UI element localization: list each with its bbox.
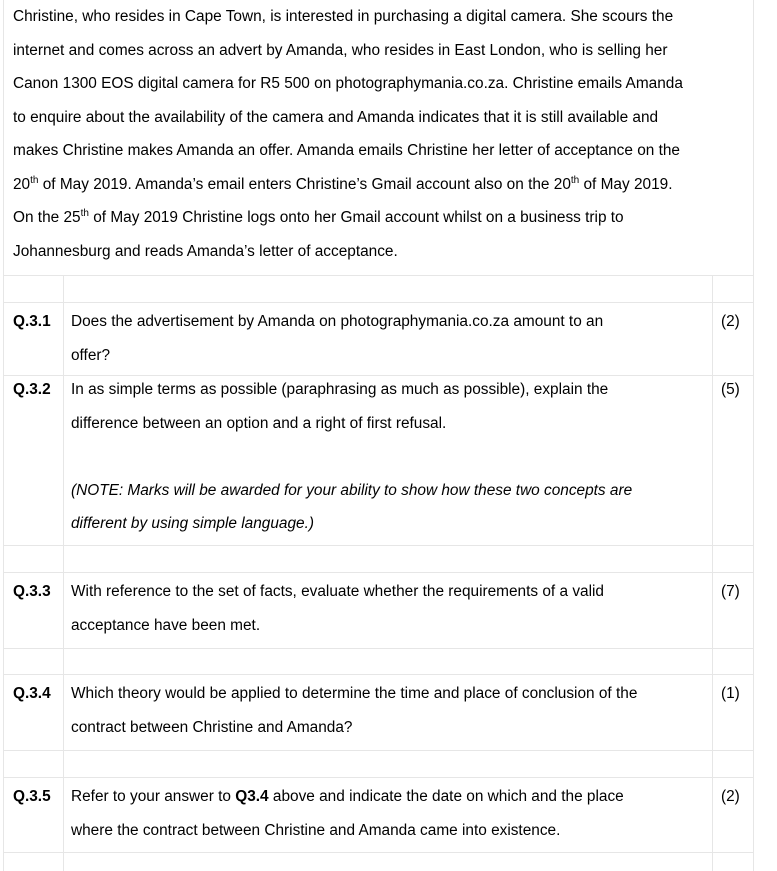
blank-line: [71, 440, 711, 474]
row-divider: [3, 648, 754, 649]
row-divider: [3, 572, 754, 573]
question-number: Q.3.1: [13, 313, 51, 330]
question-number: Q.3.4: [13, 685, 51, 702]
question-line: Does the advertisement by Amanda on photographymania.co.za amount to an: [71, 313, 604, 330]
row-divider: [3, 275, 754, 276]
question-line: difference between an option and a right of first refusal.: [71, 414, 447, 432]
case-facts-passage: [13, 0, 761, 268]
question-line: Which theory would be applied to determine the time and place of conclusion of the: [71, 685, 638, 702]
passage-text: of May 2019. Amanda’s email enters Christine’s Gmail account also on the 20: [38, 175, 571, 193]
passage-line: makes Christine makes Amanda an offer. Amanda emails Christine her letter of acceptance on the: [13, 142, 680, 159]
question-line: With reference to the set of facts, evaluate whether the requirements of a valid: [71, 583, 604, 600]
question-text: [71, 575, 711, 642]
question-number: Q.3.5: [13, 788, 51, 805]
question-marks: (1): [721, 685, 740, 702]
row-divider: [3, 302, 754, 303]
question-text-part: Refer to your answer to: [71, 788, 236, 805]
passage-text: 20: [13, 175, 31, 193]
question-line: where the contract between Christine and Amanda came into existence.: [71, 821, 561, 839]
ordinal-suffix: th: [570, 174, 580, 186]
question-line: acceptance have been met.: [71, 616, 261, 634]
table-border-left: [3, 0, 4, 871]
row-divider: [3, 674, 754, 675]
question-note: different by using simple language.): [71, 515, 314, 532]
question-text: [71, 373, 711, 541]
passage-line: [13, 168, 761, 202]
ordinal-suffix: th: [30, 174, 39, 186]
passage-line: Christine, who resides in Cape Town, is interested in purchasing a digital camera. She scours the: [13, 8, 674, 25]
column-divider-marks: [712, 276, 713, 871]
question-marks: (7): [721, 583, 740, 600]
question-line: offer?: [71, 346, 111, 364]
question-number: Q.3.2: [13, 381, 51, 398]
question-text: [71, 780, 711, 847]
ordinal-suffix: th: [80, 208, 89, 219]
question-text: [71, 305, 711, 372]
passage-text: On the 25: [13, 209, 81, 226]
passage-text: of May 2019 Christine logs onto her Gmail account whilst on a business trip to: [88, 209, 624, 226]
passage-line: to enquire about the availability of the camera and Amanda indicates that it is still available and: [13, 108, 659, 126]
passage-line: Canon 1300 EOS digital camera for R5 500 on photographymania.co.za. Christine emails Amanda: [13, 75, 683, 92]
question-reference: Q3.4: [235, 788, 269, 805]
row-divider: [3, 750, 754, 751]
question-marks: (2): [721, 788, 740, 805]
passage-text: of May 2019.: [579, 175, 673, 193]
question-line: In as simple terms as possible (paraphrasing as much as possible), explain the: [71, 381, 609, 398]
question-line: contract between Christine and Amanda?: [71, 718, 353, 736]
row-divider: [3, 852, 754, 853]
passage-line: internet and comes across an advert by Amanda, who resides in East London, who is selling her: [13, 41, 668, 59]
question-text-part: above and indicate the date on which and the place: [268, 788, 624, 805]
row-divider: [3, 777, 754, 778]
question-note: (NOTE: Marks will be awarded for your ability to show how these two concepts are: [71, 481, 633, 499]
column-divider-number: [63, 276, 64, 871]
question-text: [71, 677, 711, 744]
question-marks: (2): [721, 313, 740, 330]
question-marks: (5): [721, 381, 740, 398]
row-divider: [3, 545, 754, 546]
question-line: [71, 780, 711, 814]
question-number: Q.3.3: [13, 583, 51, 600]
passage-line: Johannesburg and reads Amanda’s letter of acceptance.: [13, 242, 398, 260]
passage-line: [13, 201, 761, 235]
